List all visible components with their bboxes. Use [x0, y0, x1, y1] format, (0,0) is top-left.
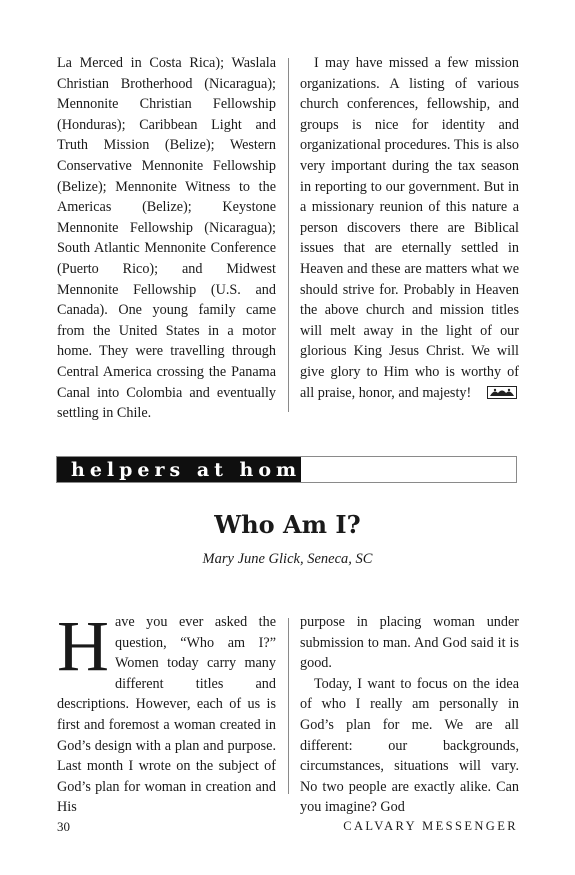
article-byline: Mary June Glick, Seneca, SC	[202, 551, 373, 567]
article-title: Who Am I?	[214, 510, 361, 539]
previous-article-paragraph-right	[300, 53, 519, 403]
publication-name: CALVARY MESSENGER	[343, 819, 518, 833]
article-paragraph-1: purpose in placing woman under submission to man. And God said it is good.	[300, 614, 519, 672]
article-column-left	[57, 606, 276, 818]
page-number: 30	[57, 819, 70, 834]
previous-article-column-right	[300, 53, 519, 403]
previous-article-text-left: La Merced in Costa Rica); Waslala Christian Brotherhood (Nicaragua); Mennonite Christian Fellowship (Honduras); Caribbean Light and Truth Mission (Belize); Western Conservative Mennonite Fellowship (Belize); Mennonite Witness to the Americas (Belize); Keystone Mennonite Fellowship (Nicaragua); South Atlantic Mennonite Conference (Puerto Rico); and Midwest Mennonite Fellowship (U.S. and Canada). One young family came from the United States in a motor home. They were travelling through Central America crossing the Panama Canal into Colombia and eventually settling in Chile.	[57, 55, 276, 422]
article-text-left: ave you ever asked the question, “Who am I?” Women today carry many different titles and descriptions. However, each of us is first and foremost a woman created in God’s design with a plan and purpose. Last month I wrote on the subject of God’s plan for woman in creation and His	[57, 614, 276, 816]
column-divider-top	[288, 58, 289, 412]
column-divider-bottom	[288, 618, 289, 794]
end-of-article-ornament-icon	[473, 385, 503, 398]
drop-cap: H	[57, 606, 109, 686]
article-paragraph-2: Today, I want to focus on the idea of who I really am personally in God’s plan for me. We are all different: our backgrounds, circumstances, situations will vary. No two people are exactly alike. Can you imagine? God	[300, 675, 519, 816]
article-column-right	[300, 612, 519, 818]
previous-article-column-left	[57, 53, 276, 424]
section-header-bar	[56, 456, 517, 483]
previous-article-text-right: I may have missed a few mission organizations. A listing of various church conferences, fellowship, and groups is nice for identity and organizational procedures. This is also very important during the tax season in reporting to our government. But in a missionary reunion of this nature a person discovers there are Biblical issues that are eternally settled in Heaven and these are matters what we should strive for. Probably in Heaven the above church and mission titles will melt away in the light of our glorious King Jesus Christ. We will give glory to Him who is worthy of all praise, honor, and majesty!	[300, 55, 519, 401]
section-label: helpers at home	[57, 457, 301, 482]
